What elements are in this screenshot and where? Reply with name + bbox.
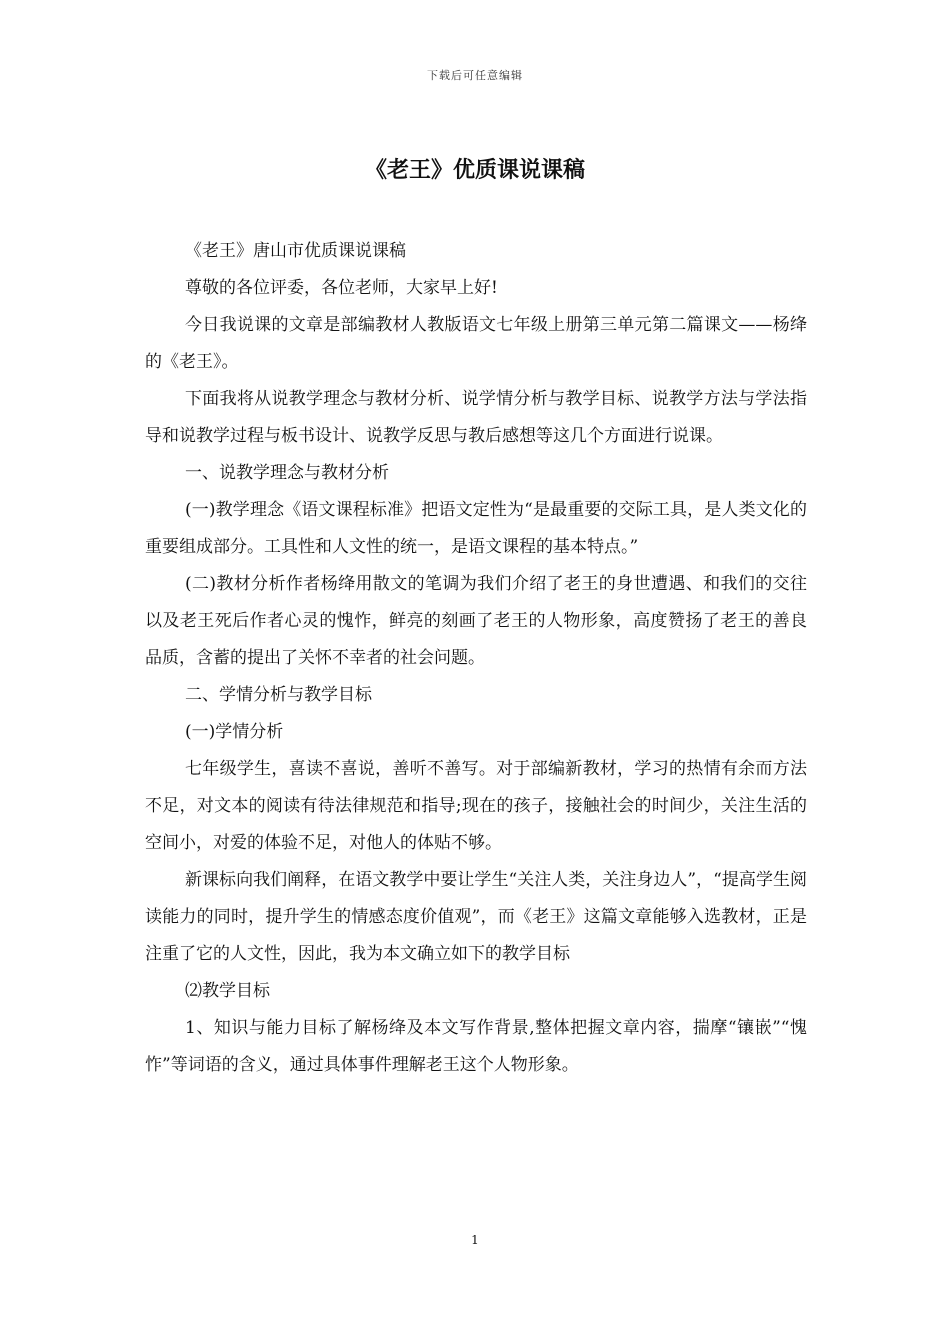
section-heading-2: 二、学情分析与教学目标 [185,685,372,705]
paragraph-subtitle: 《老王》唐山市优质课说课稿 [185,241,406,261]
paragraph-intro: 今日我说课的文章是部编教材人教版语文七年级上册第三单元第二篇课文——杨绛的《老王》。 [145,315,807,372]
paragraph-student-analysis: 七年级学生，喜读不喜说，善听不善写。对于部编新教材，学习的热情有余而方法不足，对文本的阅读有待法律规范和指导;现在的孩子，接触社会的时间少，关注生活的空间小，对爱的体验不足，对他人的体贴不够。 [145,759,807,853]
header-note: 下载后可任意编辑 [427,69,523,82]
page-number: 1 [471,1233,479,1247]
paragraph-goal-1: 1、知识与能力目标了解杨绛及本文写作背景,整体把握文章内容，揣摩“镶嵌”“愧怍”等词语的含义，通过具体事件理解老王这个人物形象。 [145,1018,807,1075]
document-body [145,233,807,1084]
paragraph-curriculum-standard: 新课标向我们阐释，在语文教学中要让学生“关注人类，关注身边人”，“提高学生阅读能力的同时，提升学生的情感态度价值观”，而《老王》这篇文章能够入选教材，正是注重了它的人文性，因此，我为本文确立如下的教学目标 [145,870,807,964]
section-heading-1: 一、说教学理念与教材分析 [185,463,389,483]
document-title: 《老王》优质课说课稿 [364,158,585,183]
paragraph-teaching-concept: (一)教学理念《语文课程标准》把语文定性为“是最重要的交际工具，是人类文化的重要组成部分。工具性和人文性的统一，是语文课程的基本特点。” [145,500,807,557]
paragraph-greeting: 尊敬的各位评委，各位老师，大家早上好! [185,278,498,298]
subsection-heading-student-analysis: (一)学情分析 [185,722,284,742]
subsection-heading-teaching-goals: ⑵教学目标 [185,981,270,1001]
paragraph-material-analysis: (二)教材分析作者杨绛用散文的笔调为我们介绍了老王的身世遭遇、和我们的交往以及老王死后作者心灵的愧怍，鲜亮的刻画了老王的人物形象，高度赞扬了老王的善良品质，含蓄的提出了关怀不幸者的社会问题。 [145,574,807,668]
paragraph-outline: 下面我将从说教学理念与教材分析、说学情分析与教学目标、说教学方法与学法指导和说教学过程与板书设计、说教学反思与教后感想等这几个方面进行说课。 [145,389,807,446]
